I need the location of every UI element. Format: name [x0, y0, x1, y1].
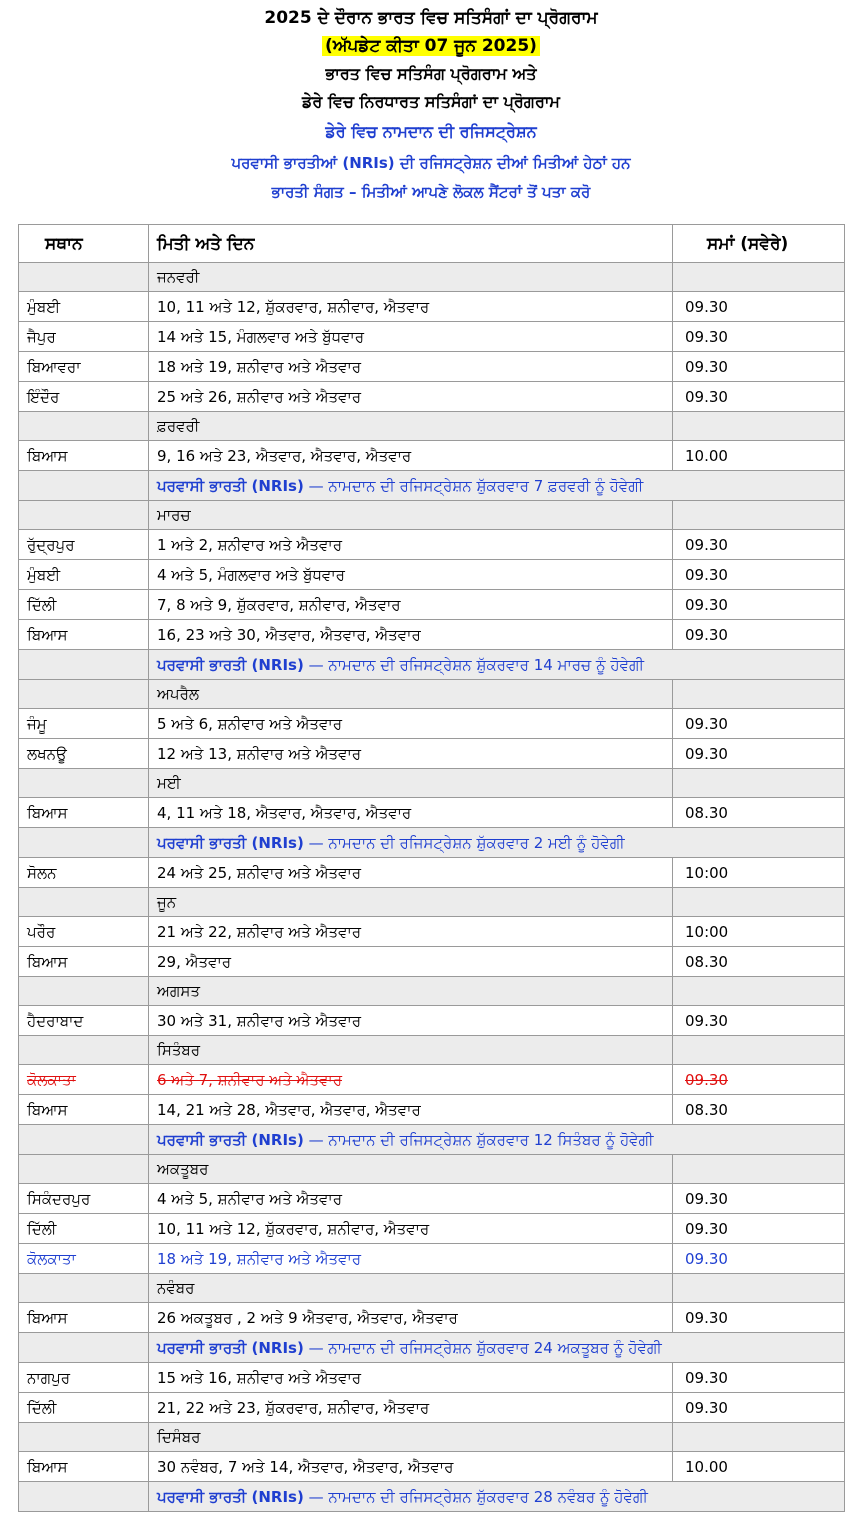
- date-cell: 30 ਨਵੰਬਰ, 7 ਅਤੇ 14, ਐਤਵਾਰ, ਐਤਵਾਰ, ਐਤਵਾਰ: [149, 1452, 673, 1482]
- time-cell: 09.30: [673, 739, 845, 769]
- month-empty-cell: [19, 1155, 149, 1184]
- time-cell: 09.30: [673, 1393, 845, 1423]
- header-date: ਮਿਤੀ ਅਤੇ ਦਿਨ: [149, 225, 673, 263]
- date-cell: 4 ਅਤੇ 5, ਸ਼ਨੀਵਾਰ ਅਤੇ ਐਤਵਾਰ: [149, 1184, 673, 1214]
- subtitle-line-2: ਡੇਰੇ ਵਿਚ ਨਿਰਧਾਰਤ ਸਤਿਸੰਗਾਂ ਦਾ ਪ੍ਰੋਗਰਾਮ: [302, 92, 560, 111]
- table-header-row: [19, 225, 845, 263]
- place-cell: ਇੰਦੌਰ: [19, 382, 149, 412]
- table-row: [19, 590, 845, 620]
- nri-empty-cell: [19, 1333, 149, 1363]
- month-empty-cell: [19, 501, 149, 530]
- nri-registration-text: — ਨਾਮਦਾਨ ਦੀ ਰਜਿਸਟ੍ਰੇਸ਼ਨ ਸ਼ੁੱਕਰਵਾਰ 24 ਅਕਤੂਬਰ ਨੂੰ ਹੋਵੇਗੀ: [303, 1338, 662, 1357]
- nri-registration-row: [19, 1333, 845, 1363]
- month-row: [19, 263, 845, 292]
- date-cell: 18 ਅਤੇ 19, ਸ਼ਨੀਵਾਰ ਅਤੇ ਐਤਵਾਰ: [149, 352, 673, 382]
- time-cell: 09.30: [673, 382, 845, 412]
- nri-registration-note: [149, 1333, 845, 1363]
- nri-registration-text: — ਨਾਮਦਾਨ ਦੀ ਰਜਿਸਟ੍ਰੇਸ਼ਨ ਸ਼ੁੱਕਰਵਾਰ 12 ਸਿਤੰਬਰ ਨੂੰ ਹੋਵੇਗੀ: [303, 1130, 654, 1149]
- place-cell: ਬਿਆਸ: [19, 1452, 149, 1482]
- date-cell: 10, 11 ਅਤੇ 12, ਸ਼ੁੱਕਰਵਾਰ, ਸ਼ਨੀਵਾਰ, ਐਤਵਾਰ: [149, 1214, 673, 1244]
- date-cell: 12 ਅਤੇ 13, ਸ਼ਨੀਵਾਰ ਅਤੇ ਐਤਵਾਰ: [149, 739, 673, 769]
- table-row: [19, 858, 845, 888]
- header-place: ਸਥਾਨ: [19, 225, 149, 263]
- date-cell: 25 ਅਤੇ 26, ਸ਼ਨੀਵਾਰ ਅਤੇ ਐਤਵਾਰ: [149, 382, 673, 412]
- table-row: [19, 530, 845, 560]
- time-cell: 09.30: [673, 590, 845, 620]
- time-cell: 09.30: [673, 292, 845, 322]
- month-row: [19, 1036, 845, 1065]
- nri-registration-text: — ਨਾਮਦਾਨ ਦੀ ਰਜਿਸਟ੍ਰੇਸ਼ਨ ਸ਼ੁੱਕਰਵਾਰ 7 ਫ਼ਰਵਰੀ ਨੂੰ ਹੋਵੇਗੀ: [303, 476, 644, 495]
- table-row: [19, 1363, 845, 1393]
- time-cell: 09.30: [673, 352, 845, 382]
- month-empty-cell: [673, 1423, 845, 1452]
- month-row: [19, 1155, 845, 1184]
- date-cell: 24 ਅਤੇ 25, ਸ਼ਨੀਵਾਰ ਅਤੇ ਐਤਵਾਰ: [149, 858, 673, 888]
- time-cell: 09.30: [673, 1184, 845, 1214]
- nri-empty-cell: [19, 828, 149, 858]
- table-row: [19, 917, 845, 947]
- date-cell: 14 ਅਤੇ 15, ਮੰਗਲਵਾਰ ਅਤੇ ਬੁੱਧਵਾਰ: [149, 322, 673, 352]
- updated-note: [0, 32, 862, 60]
- month-name: ਜਨਵਰੀ: [149, 263, 673, 292]
- date-cell: 16, 23 ਅਤੇ 30, ਐਤਵਾਰ, ਐਤਵਾਰ, ਐਤਵਾਰ: [149, 620, 673, 650]
- month-name: ਅਕਤੂਬਰ: [149, 1155, 673, 1184]
- month-row: [19, 769, 845, 798]
- nri-registration-note: [149, 1482, 845, 1512]
- table-row: [19, 798, 845, 828]
- date-cell: 14, 21 ਅਤੇ 28, ਐਤਵਾਰ, ਐਤਵਾਰ, ਐਤਵਾਰ: [149, 1095, 673, 1125]
- place-cell: ਸਿਕੰਦਰਪੁਰ: [19, 1184, 149, 1214]
- month-empty-cell: [673, 1155, 845, 1184]
- nri-registration-note: [149, 471, 845, 501]
- table-row: [19, 441, 845, 471]
- date-cell: 26 ਅਕਤੂਬਰ , 2 ਅਤੇ 9 ਐਤਵਾਰ, ਐਤਵਾਰ, ਐਤਵਾਰ: [149, 1303, 673, 1333]
- month-empty-cell: [19, 680, 149, 709]
- table-row: [19, 1452, 845, 1482]
- time-cell: 09.30: [673, 560, 845, 590]
- month-empty-cell: [19, 263, 149, 292]
- place-cell: ਬਿਆਸ: [19, 798, 149, 828]
- nri-label: ਪਰਵਾਸੀ ਭਾਰਤੀ (NRIs): [157, 655, 304, 674]
- place-cell: ਬਿਆਸ: [19, 947, 149, 977]
- table-row: [19, 739, 845, 769]
- document-header: [0, 0, 862, 206]
- table-row: [19, 560, 845, 590]
- place-cell: ਬਿਆਵਰਾ: [19, 352, 149, 382]
- header-time: ਸਮਾਂ (ਸਵੇਰੇ): [673, 225, 845, 263]
- date-cell: 30 ਅਤੇ 31, ਸ਼ਨੀਵਾਰ ਅਤੇ ਐਤਵਾਰ: [149, 1006, 673, 1036]
- month-name: ਨਵੰਬਰ: [149, 1274, 673, 1303]
- time-cell: 09.30: [673, 1065, 845, 1095]
- nri-label: ਪਰਵਾਸੀ ਭਾਰਤੀ (NRIs): [157, 833, 304, 852]
- nri-empty-cell: [19, 471, 149, 501]
- month-name: ਮਈ: [149, 769, 673, 798]
- table-row: [19, 322, 845, 352]
- page-title: 2025 ਦੇ ਦੌਰਾਨ ਭਾਰਤ ਵਿਚ ਸਤਿਸੰਗਾਂ ਦਾ ਪ੍ਰੋਗਰਾਮ: [264, 8, 598, 28]
- nri-registration-note: [149, 650, 845, 680]
- place-cell: ਨਾਗਪੁਰ: [19, 1363, 149, 1393]
- nri-registration-text: — ਨਾਮਦਾਨ ਦੀ ਰਜਿਸਟ੍ਰੇਸ਼ਨ ਸ਼ੁੱਕਰਵਾਰ 14 ਮਾਰਚ ਨੂੰ ਹੋਵੇਗੀ: [303, 655, 644, 674]
- subtitle-line-1: ਭਾਰਤ ਵਿਚ ਸਤਿਸੰਗ ਪ੍ਰੋਗਰਾਮ ਅਤੇ: [325, 64, 537, 83]
- month-empty-cell: [673, 263, 845, 292]
- month-empty-cell: [673, 769, 845, 798]
- date-cell: 21 ਅਤੇ 22, ਸ਼ਨੀਵਾਰ ਅਤੇ ਐਤਵਾਰ: [149, 917, 673, 947]
- nri-label: ਪਰਵਾਸੀ ਭਾਰਤੀ (NRIs): [157, 1487, 304, 1506]
- month-name: ਮਾਰਚ: [149, 501, 673, 530]
- month-row: [19, 1274, 845, 1303]
- month-empty-cell: [673, 888, 845, 917]
- month-empty-cell: [673, 1274, 845, 1303]
- month-name: ਦਿਸੰਬਰ: [149, 1423, 673, 1452]
- table-row: [19, 709, 845, 739]
- month-empty-cell: [19, 1036, 149, 1065]
- time-cell: 10:00: [673, 917, 845, 947]
- date-cell: 4 ਅਤੇ 5, ਮੰਗਲਵਾਰ ਅਤੇ ਬੁੱਧਵਾਰ: [149, 560, 673, 590]
- time-cell: 09.30: [673, 620, 845, 650]
- month-name: ਅਗਸਤ: [149, 977, 673, 1006]
- table-row: [19, 292, 845, 322]
- month-name: ਜੂਨ: [149, 888, 673, 917]
- month-empty-cell: [19, 1423, 149, 1452]
- nri-empty-cell: [19, 650, 149, 680]
- place-cell: ਸੋਲਨ: [19, 858, 149, 888]
- time-cell: 08.30: [673, 947, 845, 977]
- place-cell: ਕੋਲਕਾਤਾ: [19, 1244, 149, 1274]
- place-cell: ਕੋਲਕਾਤਾ: [19, 1065, 149, 1095]
- namdan-registration-heading: ਡੇਰੇ ਵਿਚ ਨਾਮਦਾਨ ਦੀ ਰਜਿਸਟ੍ਰੇਸ਼ਨ: [325, 122, 537, 141]
- place-cell: ਲਖਨਊ: [19, 739, 149, 769]
- time-cell: 10.00: [673, 441, 845, 471]
- place-cell: ਮੁੰਬਈ: [19, 560, 149, 590]
- time-cell: 10:00: [673, 858, 845, 888]
- place-cell: ਦਿੱਲੀ: [19, 590, 149, 620]
- updated-note-highlight: (ਅੱਪਡੇਟ ਕੀਤਾ 07 ਜੂਨ 2025): [322, 36, 540, 56]
- date-cell: 9, 16 ਅਤੇ 23, ਐਤਵਾਰ, ਐਤਵਾਰ, ਐਤਵਾਰ: [149, 441, 673, 471]
- table-row: [19, 1184, 845, 1214]
- date-cell: 4, 11 ਅਤੇ 18, ਐਤਵਾਰ, ਐਤਵਾਰ, ਐਤਵਾਰ: [149, 798, 673, 828]
- indian-sangat-note: ਭਾਰਤੀ ਸੰਗਤ – ਮਿਤੀਆਂ ਆਪਣੇ ਲੋਕਲ ਸੈਂਟਰਾਂ ਤੋਂ ਪਤਾ ਕਰੋ: [271, 183, 591, 201]
- table-row: [19, 1095, 845, 1125]
- table-row: [19, 1393, 845, 1423]
- month-empty-cell: [673, 1036, 845, 1065]
- month-row: [19, 888, 845, 917]
- date-cell: 6 ਅਤੇ 7, ਸ਼ਨੀਵਾਰ ਅਤੇ ਐਤਵਾਰ: [149, 1065, 673, 1095]
- month-empty-cell: [19, 1274, 149, 1303]
- table-row: [19, 1244, 845, 1274]
- month-row: [19, 412, 845, 441]
- month-row: [19, 680, 845, 709]
- time-cell: 08.30: [673, 1095, 845, 1125]
- place-cell: ਬਿਆਸ: [19, 1095, 149, 1125]
- date-cell: 7, 8 ਅਤੇ 9, ਸ਼ੁੱਕਰਵਾਰ, ਸ਼ਨੀਵਾਰ, ਐਤਵਾਰ: [149, 590, 673, 620]
- place-cell: ਦਿੱਲੀ: [19, 1393, 149, 1423]
- month-row: [19, 977, 845, 1006]
- cancelled-row: [19, 1065, 845, 1095]
- nri-label: ਪਰਵਾਸੀ ਭਾਰਤੀ (NRIs): [157, 1338, 304, 1357]
- date-cell: 10, 11 ਅਤੇ 12, ਸ਼ੁੱਕਰਵਾਰ, ਸ਼ਨੀਵਾਰ, ਐਤਵਾਰ: [149, 292, 673, 322]
- place-cell: ਪਰੌਰ: [19, 917, 149, 947]
- place-cell: ਜੈਪੁਰ: [19, 322, 149, 352]
- table-row: [19, 382, 845, 412]
- place-cell: ਦਿੱਲੀ: [19, 1214, 149, 1244]
- time-cell: 09.30: [673, 1214, 845, 1244]
- time-cell: 09.30: [673, 1363, 845, 1393]
- month-empty-cell: [673, 680, 845, 709]
- time-cell: 08.30: [673, 798, 845, 828]
- month-name: ਫ਼ਰਵਰੀ: [149, 412, 673, 441]
- month-row: [19, 501, 845, 530]
- nri-registration-row: [19, 1482, 845, 1512]
- place-cell: ਬਿਆਸ: [19, 620, 149, 650]
- nri-registration-row: [19, 650, 845, 680]
- date-cell: 29, ਐਤਵਾਰ: [149, 947, 673, 977]
- month-empty-cell: [19, 888, 149, 917]
- nri-label: ਪਰਵਾਸੀ ਭਾਰਤੀ (NRIs): [157, 1130, 304, 1149]
- nri-label: ਪਰਵਾਸੀ ਭਾਰਤੀ (NRIs): [157, 476, 304, 495]
- month-name: ਅਪਰੈਲ: [149, 680, 673, 709]
- month-row: [19, 1423, 845, 1452]
- date-cell: 15 ਅਤੇ 16, ਸ਼ਨੀਵਾਰ ਅਤੇ ਐਤਵਾਰ: [149, 1363, 673, 1393]
- table-row: [19, 1303, 845, 1333]
- month-empty-cell: [19, 977, 149, 1006]
- time-cell: 09.30: [673, 1303, 845, 1333]
- table-row: [19, 1006, 845, 1036]
- month-name: ਸਿਤੰਬਰ: [149, 1036, 673, 1065]
- month-empty-cell: [673, 501, 845, 530]
- table-row: [19, 1214, 845, 1244]
- date-cell: 1 ਅਤੇ 2, ਸ਼ਨੀਵਾਰ ਅਤੇ ਐਤਵਾਰ: [149, 530, 673, 560]
- table-row: [19, 947, 845, 977]
- date-cell: 5 ਅਤੇ 6, ਸ਼ਨੀਵਾਰ ਅਤੇ ਐਤਵਾਰ: [149, 709, 673, 739]
- place-cell: ਰੁੱਦ੍ਰਪੁਰ: [19, 530, 149, 560]
- month-empty-cell: [19, 769, 149, 798]
- date-cell: 21, 22 ਅਤੇ 23, ਸ਼ੁੱਕਰਵਾਰ, ਸ਼ਨੀਵਾਰ, ਐਤਵਾਰ: [149, 1393, 673, 1423]
- nri-registration-note: [149, 828, 845, 858]
- nri-registration-note: [149, 1125, 845, 1155]
- nri-dates-note: ਪਰਵਾਸੀ ਭਾਰਤੀਆਂ (NRIs) ਦੀ ਰਜਿਸਟ੍ਰੇਸ਼ਨ ਦੀਆਂ ਮਿਤੀਆਂ ਹੇਠਾਂ ਹਨ: [231, 154, 631, 172]
- month-empty-cell: [673, 977, 845, 1006]
- place-cell: ਮੁੰਬਈ: [19, 292, 149, 322]
- month-empty-cell: [673, 412, 845, 441]
- nri-registration-row: [19, 471, 845, 501]
- nri-empty-cell: [19, 1125, 149, 1155]
- table-row: [19, 352, 845, 382]
- place-cell: ਜੰਮੂ: [19, 709, 149, 739]
- month-empty-cell: [19, 412, 149, 441]
- table-body: [19, 263, 845, 1512]
- place-cell: ਬਿਆਸ: [19, 441, 149, 471]
- time-cell: 10.00: [673, 1452, 845, 1482]
- nri-registration-row: [19, 1125, 845, 1155]
- time-cell: 09.30: [673, 530, 845, 560]
- nri-empty-cell: [19, 1482, 149, 1512]
- satsang-schedule-table: [18, 224, 845, 1512]
- time-cell: 09.30: [673, 1006, 845, 1036]
- time-cell: 09.30: [673, 322, 845, 352]
- nri-registration-text: — ਨਾਮਦਾਨ ਦੀ ਰਜਿਸਟ੍ਰੇਸ਼ਨ ਸ਼ੁੱਕਰਵਾਰ 28 ਨਵੰਬਰ ਨੂੰ ਹੋਵੇਗੀ: [303, 1487, 648, 1506]
- table-row: [19, 620, 845, 650]
- time-cell: 09.30: [673, 709, 845, 739]
- nri-registration-text: — ਨਾਮਦਾਨ ਦੀ ਰਜਿਸਟ੍ਰੇਸ਼ਨ ਸ਼ੁੱਕਰਵਾਰ 2 ਮਈ ਨੂੰ ਹੋਵੇਗੀ: [303, 833, 625, 852]
- place-cell: ਬਿਆਸ: [19, 1303, 149, 1333]
- place-cell: ਹੈਦਰਾਬਾਦ: [19, 1006, 149, 1036]
- date-cell: 18 ਅਤੇ 19, ਸ਼ਨੀਵਾਰ ਅਤੇ ਐਤਵਾਰ: [149, 1244, 673, 1274]
- nri-registration-row: [19, 828, 845, 858]
- time-cell: 09.30: [673, 1244, 845, 1274]
